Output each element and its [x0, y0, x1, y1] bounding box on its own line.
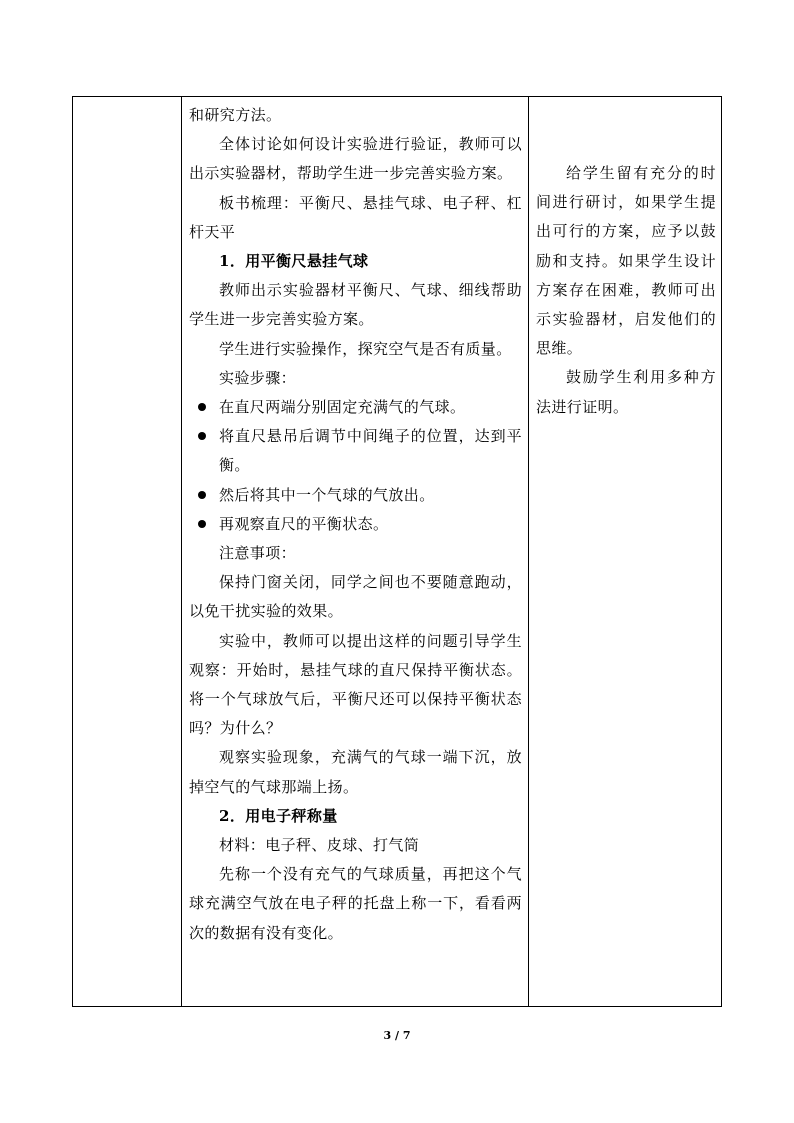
paragraph: 学生进行实验操作，探究空气是否有质量。 [219, 339, 512, 358]
bullet-item [189, 422, 522, 480]
lesson-table [72, 96, 722, 1007]
paragraph: 给学生留有充分的时间进行研讨，如果学生提出可行的方案，应予以鼓励和支持。如果学生设计方案存在困难，教师可出示实验器材，启发他们的思维。 [536, 164, 716, 358]
column-divider [181, 97, 182, 1006]
paragraph: 实验步骤： [219, 368, 297, 387]
paragraph: 和研究方法。 [189, 106, 282, 124]
bullet-text: 然后将其中一个气球的气放出。 [219, 485, 435, 504]
paragraph: 材料：电子秤、皮球、打气筒 [219, 836, 420, 855]
paragraph: 观察实验现象，充满气的气球一端下沉，放掉空气的气球那端上扬。 [189, 748, 522, 796]
bullet-text: 在直尺两端分别固定充满气的气球。 [219, 398, 466, 417]
section-heading: 1．用平衡尺悬挂气球 [219, 252, 369, 271]
design-intent-cell [536, 159, 716, 422]
paragraph: 全体讨论如何设计实验进行验证，教师可以出示实验器材，帮助学生进一步完善实验方案。 [189, 135, 522, 183]
bullet-item [189, 510, 522, 539]
bullet-text: 将直尺悬吊后调节中间绳子的位置，达到平衡。 [219, 427, 522, 475]
paragraph: 先称一个没有充气的气球质量，再把这个气球充满空气放在电子秤的托盘上称一下，看看两次的数据有没有变化。 [189, 865, 522, 942]
paragraph: 教师出示实验器材平衡尺、气球、细线帮助学生进一步完善实验方案。 [189, 281, 522, 329]
bullet-dot-icon [198, 403, 206, 411]
column-divider [528, 97, 529, 1006]
teaching-process-cell [189, 101, 522, 948]
paragraph: 保持门窗关闭，同学之间也不要随意跑动，以免干扰实验的效果。 [189, 573, 522, 621]
bullet-dot-icon [198, 491, 206, 499]
bullet-dot-icon [198, 520, 206, 528]
paragraph: 实验中，教师可以提出这样的问题引导学生观察：开始时，悬挂气球的直尺保持平衡状态。将一个气球放气后，平衡尺还可以保持平衡状态吗？为什么？ [189, 631, 522, 738]
paragraph: 鼓励学生利用多种方法进行证明。 [536, 368, 716, 416]
bullet-item [189, 393, 522, 422]
section-heading: 2．用电子秤称量 [219, 806, 338, 825]
paragraph: 注意事项： [219, 544, 297, 563]
paragraph: 板书梳理：平衡尺、悬挂气球、电子秤、杠杆天平 [189, 193, 522, 241]
page-number: 3 / 7 [383, 1029, 411, 1042]
bullet-dot-icon [198, 432, 206, 440]
bullet-item [189, 481, 522, 510]
bullet-text: 再观察直尺的平衡状态。 [219, 514, 389, 533]
